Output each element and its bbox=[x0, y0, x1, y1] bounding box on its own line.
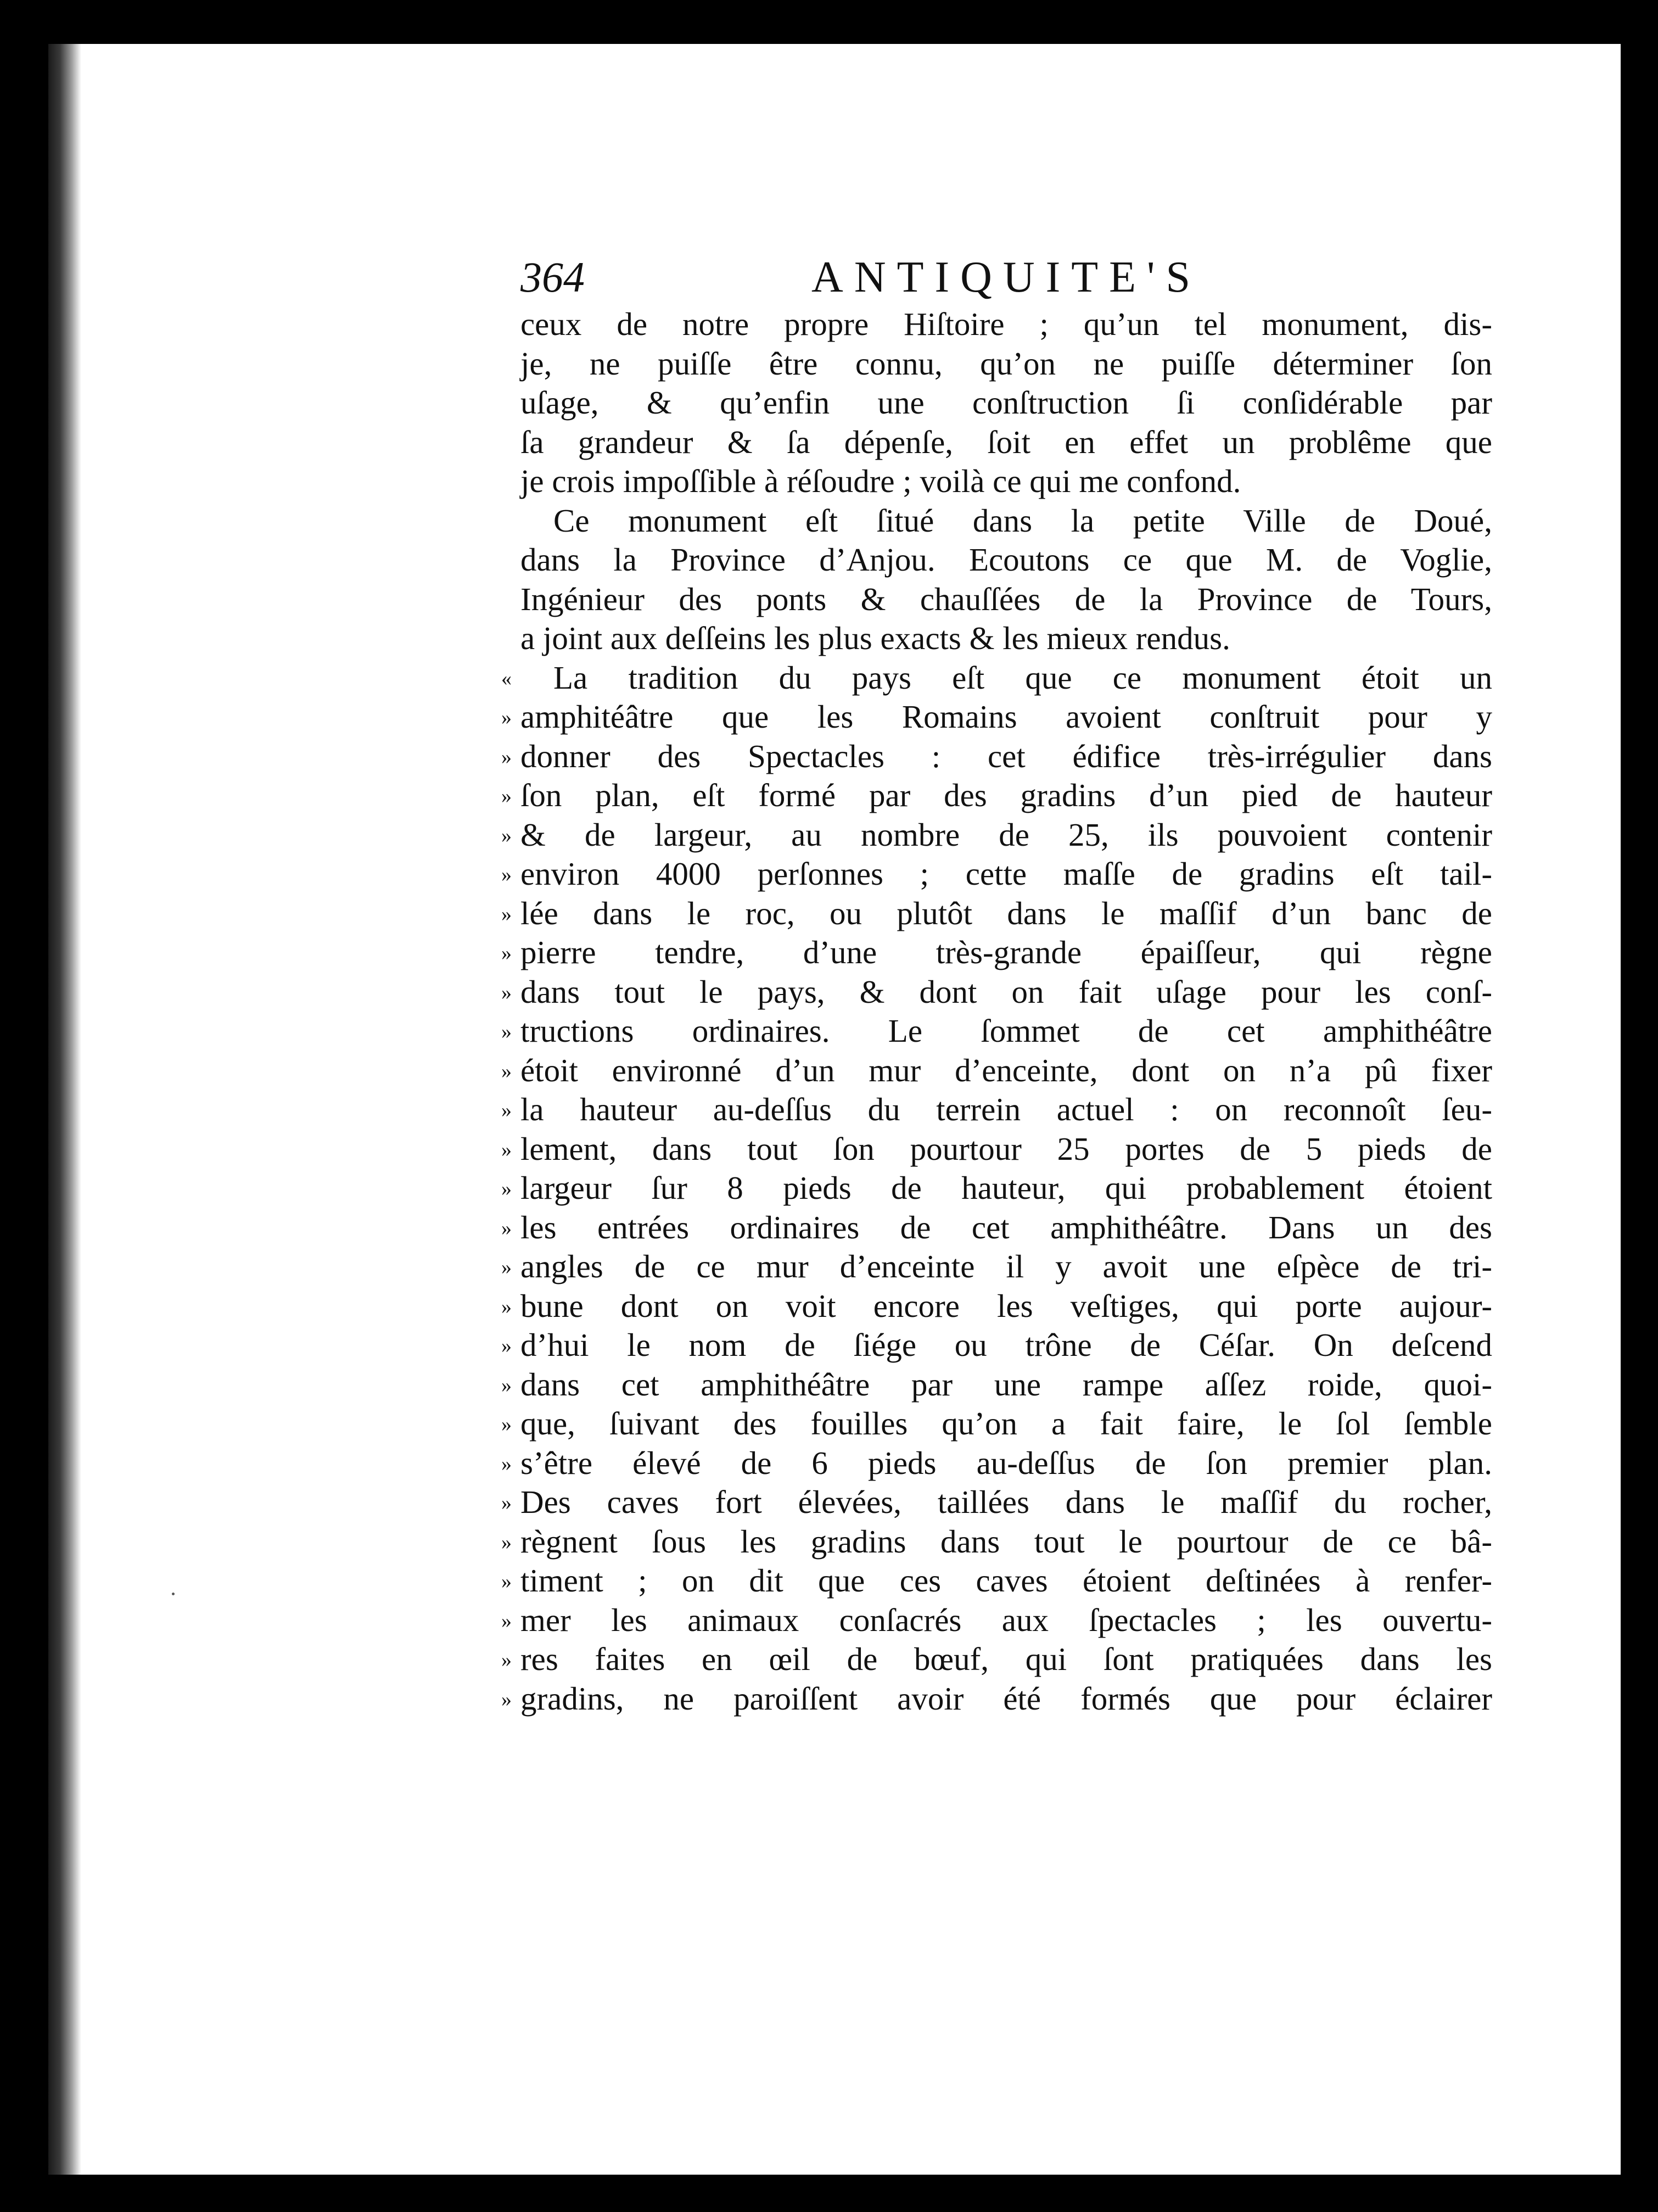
line-text: angles de ce mur d’enceinte il y avoit une eſpèce de tri- bbox=[520, 1248, 1492, 1284]
page-header bbox=[520, 247, 1492, 308]
line-text: je, ne puiſſe être connu, qu’on ne puiſſe déterminer ſon bbox=[520, 345, 1492, 382]
text-line bbox=[501, 1169, 1492, 1208]
text-line bbox=[520, 383, 1492, 423]
line-text: lement, dans tout ſon pourtour 25 portes de 5 pieds de bbox=[520, 1130, 1492, 1167]
quote-mark: » bbox=[501, 942, 512, 965]
quote-mark: « bbox=[501, 667, 512, 690]
quote-mark: » bbox=[501, 1256, 512, 1279]
quote-mark: » bbox=[501, 1295, 512, 1319]
text-line bbox=[501, 1640, 1492, 1679]
line-text: d’hui le nom de ſiége ou trône de Céſar. On deſcend bbox=[520, 1327, 1492, 1363]
quote-mark: » bbox=[501, 1216, 512, 1240]
line-text: a joint aux deſſeins les plus exacts & les mieux rendus. bbox=[520, 620, 1230, 656]
line-text: s’être élevé de 6 pieds au-deſſus de ſon premier plan. bbox=[520, 1444, 1492, 1481]
text-line bbox=[520, 580, 1492, 619]
text-line bbox=[501, 854, 1492, 894]
text-line bbox=[501, 1208, 1492, 1248]
quote-mark: » bbox=[501, 1020, 512, 1043]
line-text: tructions ordinaires. Le ſommet de cet amphithéâtre bbox=[520, 1013, 1492, 1049]
text-line bbox=[501, 894, 1492, 934]
quote-mark: » bbox=[501, 824, 512, 847]
line-text: ſa grandeur & ſa dépenſe, ſoit en effet un problême que bbox=[520, 423, 1492, 460]
line-text: La tradition du pays eſt que ce monument étoit un bbox=[553, 659, 1492, 696]
text-line bbox=[520, 305, 1492, 344]
line-text: timent ; on dit que ces caves étoient deſtinées à renfer- bbox=[520, 1562, 1492, 1599]
line-text: lée dans le roc, ou plutôt dans le maſſif d’un banc de bbox=[520, 895, 1492, 931]
line-text: dans cet amphithéâtre par une rampe aſſez roide, quoi- bbox=[520, 1366, 1492, 1403]
quote-mark: » bbox=[501, 981, 512, 1004]
text-line bbox=[520, 423, 1492, 462]
text-line bbox=[520, 540, 1492, 580]
quote-mark: » bbox=[501, 1413, 512, 1436]
line-text: dans tout le pays, & dont on fait uſage pour les conſ- bbox=[520, 973, 1492, 1010]
quote-mark: » bbox=[501, 1099, 512, 1122]
line-text: uſage, & qu’enfin une conſtruction ſi conſidérable par bbox=[520, 384, 1492, 421]
page-number: 364 bbox=[520, 253, 585, 301]
text-line bbox=[520, 501, 1492, 541]
line-text: ceux de notre propre Hiſtoire ; qu’un tel monument, dis- bbox=[520, 306, 1492, 342]
quote-mark: » bbox=[501, 1059, 512, 1083]
line-text: dans la Province d’Anjou. Ecoutons ce que M. de Voglie, bbox=[520, 541, 1492, 578]
quote-mark: » bbox=[501, 785, 512, 808]
quote-mark: » bbox=[501, 1138, 512, 1161]
line-text: pierre tendre, d’une très-grande épaiſſeur, qui règne bbox=[520, 934, 1492, 970]
text-line bbox=[501, 1090, 1492, 1130]
quote-mark: » bbox=[501, 902, 512, 926]
line-text: Des caves fort élevées, taillées dans le maſſif du rocher, bbox=[520, 1484, 1492, 1520]
line-text: gradins, ne paroiſſent avoir été formés que pour éclairer bbox=[520, 1680, 1492, 1717]
line-text: & de largeur, au nombre de 25, ils pouvoient contenir bbox=[520, 816, 1492, 853]
line-text: environ 4000 perſonnes ; cette maſſe de gradins eſt tail- bbox=[520, 856, 1492, 892]
line-text: Ce monument eſt ſitué dans la petite Ville de Doué, bbox=[553, 502, 1492, 539]
text-line bbox=[501, 697, 1492, 737]
quote-mark: » bbox=[501, 1177, 512, 1200]
page-edge-shadow bbox=[48, 44, 81, 2175]
text-line bbox=[520, 344, 1492, 384]
line-text: étoit environné d’un mur d’enceinte, dont on n’a pû fixer bbox=[520, 1052, 1492, 1088]
text-line bbox=[501, 1404, 1492, 1444]
text-line bbox=[501, 1130, 1492, 1169]
quote-mark: » bbox=[501, 1570, 512, 1593]
line-text: amphitéâtre que les Romains avoient conſtruit pour y bbox=[520, 699, 1492, 735]
text-line bbox=[501, 1522, 1492, 1562]
line-text: les entrées ordinaires de cet amphithéâtre. Dans un des bbox=[520, 1209, 1492, 1245]
quote-mark: » bbox=[501, 1492, 512, 1515]
text-line bbox=[501, 1561, 1492, 1601]
line-text: la hauteur au-deſſus du terrein actuel : on reconnoît ſeu- bbox=[520, 1091, 1492, 1127]
scan-speck bbox=[172, 1593, 175, 1595]
quote-mark: » bbox=[501, 1688, 512, 1711]
quote-mark: » bbox=[501, 1334, 512, 1358]
text-line bbox=[501, 1012, 1492, 1051]
text-line bbox=[501, 1287, 1492, 1326]
line-text: res faites en œil de bœuf, qui ſont pratiquées dans les bbox=[520, 1641, 1492, 1677]
book-page bbox=[48, 44, 1621, 2175]
text-line bbox=[501, 933, 1492, 973]
text-line bbox=[501, 815, 1492, 855]
text-line bbox=[520, 619, 1492, 658]
text-line bbox=[501, 1679, 1492, 1719]
quote-mark: » bbox=[501, 706, 512, 729]
text-line bbox=[501, 973, 1492, 1012]
text-line bbox=[520, 462, 1492, 501]
running-title: ANTIQUITE'S bbox=[811, 253, 1201, 301]
line-text: largeur ſur 8 pieds de hauteur, qui probablement étoient bbox=[520, 1170, 1492, 1206]
text-line bbox=[501, 658, 1492, 698]
quote-mark: » bbox=[501, 745, 512, 769]
line-text: mer les animaux conſacrés aux ſpectacles ; les ouvertu- bbox=[520, 1601, 1492, 1638]
text-line bbox=[501, 1247, 1492, 1287]
text-line bbox=[501, 1326, 1492, 1365]
text-line bbox=[501, 1444, 1492, 1483]
text-line bbox=[501, 776, 1492, 815]
line-text: que, ſuivant des fouilles qu’on a fait faire, le ſol ſemble bbox=[520, 1405, 1492, 1442]
line-text: je crois impoſſible à réſoudre ; voilà ce qui me confond. bbox=[520, 463, 1241, 499]
text-line bbox=[501, 737, 1492, 777]
line-text: règnent ſous les gradins dans tout le pourtour de ce bâ- bbox=[520, 1523, 1492, 1560]
quote-mark: » bbox=[501, 1649, 512, 1672]
line-text: bune dont on voit encore les veſtiges, qui porte aujour- bbox=[520, 1287, 1492, 1324]
text-line bbox=[501, 1601, 1492, 1640]
text-line bbox=[501, 1051, 1492, 1091]
line-text: donner des Spectacles : cet édifice très-irrégulier dans bbox=[520, 738, 1492, 774]
quote-mark: » bbox=[501, 1530, 512, 1554]
line-text: ſon plan, eſt formé par des gradins d’un pied de hauteur bbox=[520, 777, 1492, 813]
quote-mark: » bbox=[501, 1452, 512, 1476]
quote-mark: » bbox=[501, 1373, 512, 1397]
quote-mark: » bbox=[501, 863, 512, 886]
quote-mark: » bbox=[501, 1609, 512, 1633]
text-line bbox=[501, 1483, 1492, 1522]
line-text: Ingénieur des ponts & chauſſées de la Province de Tours, bbox=[520, 580, 1492, 617]
text-line bbox=[501, 1365, 1492, 1405]
body-text bbox=[501, 305, 1492, 1718]
